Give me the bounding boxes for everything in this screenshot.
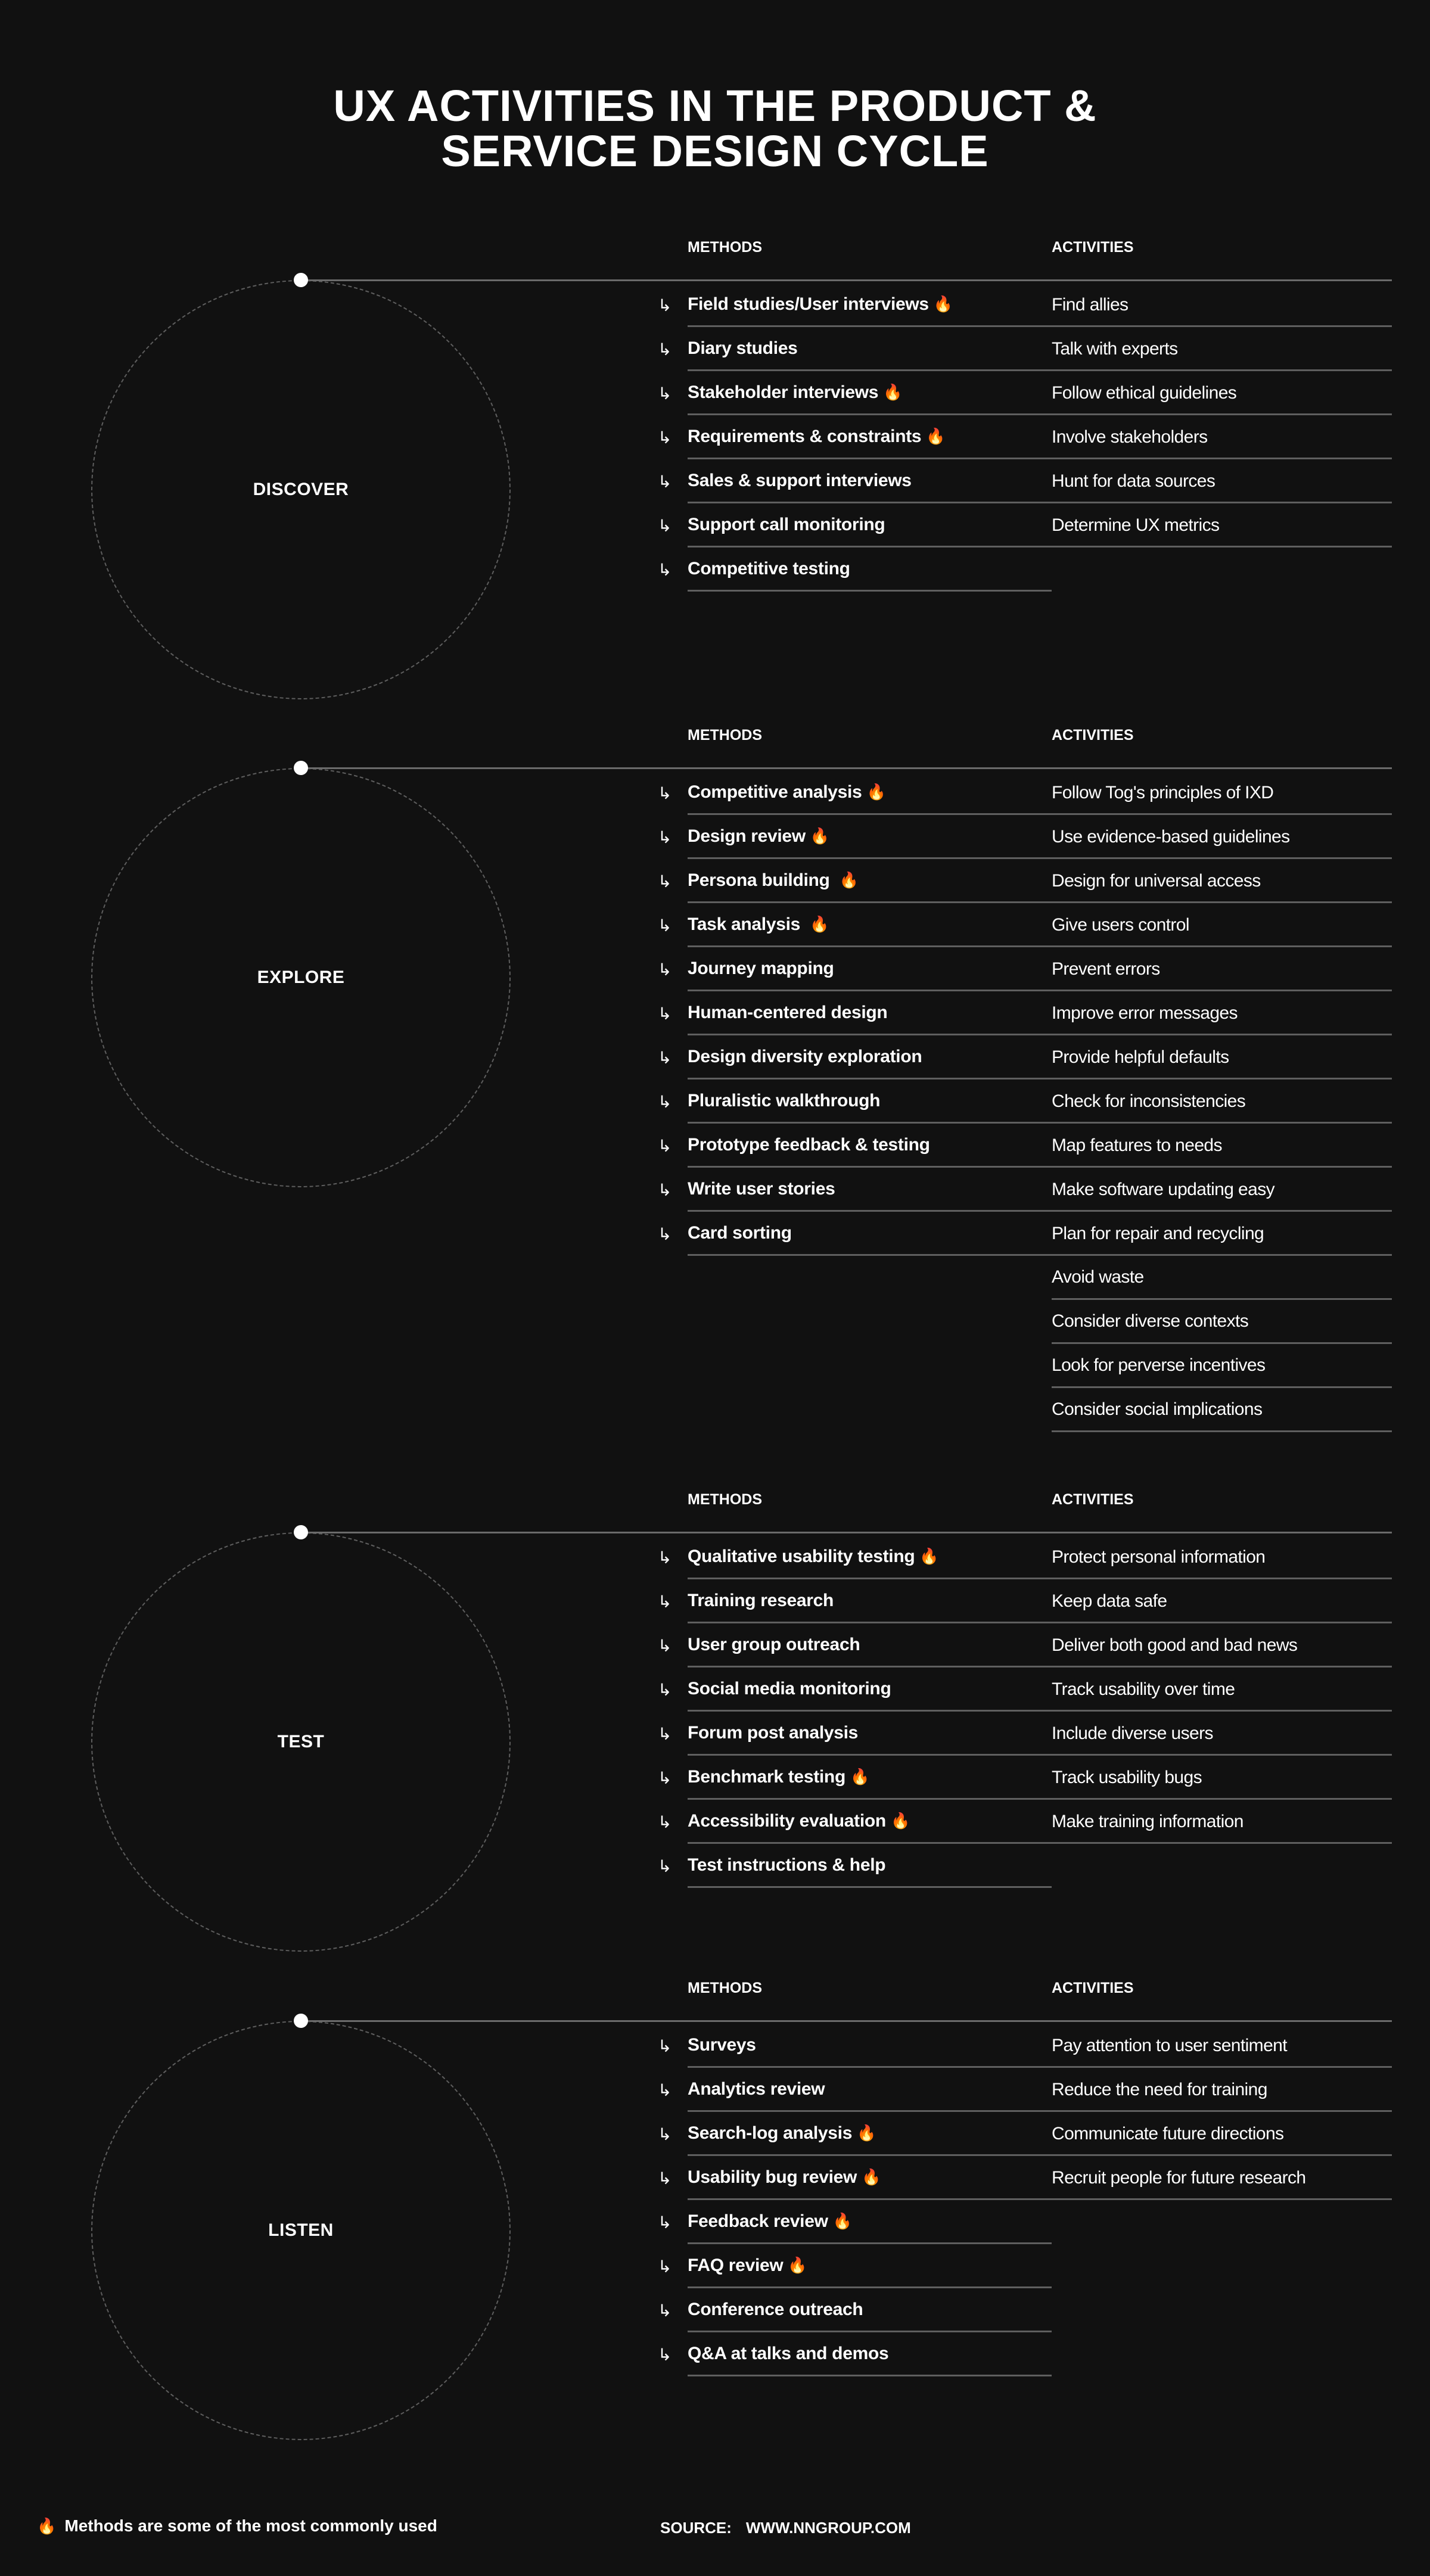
method-label: Accessibility evaluation bbox=[688, 1810, 886, 1831]
method-label: Test instructions & help bbox=[688, 1855, 886, 1875]
method-label: Usability bug review bbox=[688, 2167, 857, 2187]
methods-header: METHODS bbox=[688, 239, 762, 256]
fire-icon: 🔥 bbox=[862, 2168, 881, 2186]
activity-item bbox=[1052, 771, 1392, 815]
activity-label: Track usability bugs bbox=[1052, 1768, 1202, 1787]
activity-item bbox=[1052, 1124, 1392, 1168]
method-item bbox=[688, 2288, 1052, 2332]
activity-label: Follow Tog's principles of IXD bbox=[1052, 783, 1274, 802]
fire-icon: 🔥 bbox=[788, 2256, 807, 2274]
activity-label: Protect personal information bbox=[1052, 1547, 1266, 1567]
activity-label: Map features to needs bbox=[1052, 1135, 1222, 1155]
activity-item bbox=[1052, 371, 1392, 415]
activity-item bbox=[1052, 2156, 1392, 2200]
arrow-icon: ↳ bbox=[658, 1092, 672, 1111]
activity-item bbox=[1052, 1623, 1392, 1667]
source-label: SOURCE: bbox=[660, 2519, 732, 2537]
activity-label: Track usability over time bbox=[1052, 1679, 1235, 1699]
arrow-icon: ↳ bbox=[658, 2301, 672, 2320]
activity-item bbox=[1052, 1212, 1392, 1256]
activity-item bbox=[1052, 1535, 1392, 1579]
activity-label: Consider social implications bbox=[1052, 1399, 1263, 1419]
activity-label: Involve stakeholders bbox=[1052, 427, 1208, 447]
activity-item bbox=[1052, 991, 1392, 1035]
activities-header: ACTIVITIES bbox=[1052, 1491, 1134, 1508]
fire-icon: 🔥 bbox=[890, 1812, 910, 1830]
arrow-icon: ↳ bbox=[658, 1548, 672, 1567]
phase-name: DISCOVER bbox=[253, 480, 349, 499]
activity-item bbox=[1052, 1712, 1392, 1756]
method-label: Forum post analysis bbox=[688, 1722, 859, 1743]
arrow-icon: ↳ bbox=[658, 1680, 672, 1699]
activity-item bbox=[1052, 1800, 1392, 1844]
arrow-icon: ↳ bbox=[658, 384, 672, 403]
fire-icon: 🔥 bbox=[919, 1547, 939, 1565]
method-label: Requirements & constraints bbox=[688, 426, 922, 446]
arrow-icon: ↳ bbox=[658, 2169, 672, 2188]
arrow-icon: ↳ bbox=[658, 1136, 672, 1155]
activity-item bbox=[1052, 903, 1392, 947]
method-item bbox=[688, 547, 1052, 592]
activity-item bbox=[1052, 1168, 1392, 1212]
fire-icon: 🔥 bbox=[839, 871, 859, 889]
method-label: Q&A at talks and demos bbox=[688, 2343, 889, 2363]
activity-label: Look for perverse incentives bbox=[1052, 1355, 1266, 1375]
activity-item bbox=[1052, 1579, 1392, 1623]
activity-item bbox=[1052, 947, 1392, 991]
activity-item bbox=[1052, 1388, 1392, 1432]
activity-label: Check for inconsistencies bbox=[1052, 1091, 1246, 1111]
activity-label: Find allies bbox=[1052, 295, 1129, 315]
activities-header: ACTIVITIES bbox=[1052, 1980, 1134, 1996]
method-label: User group outreach bbox=[688, 1634, 860, 1654]
activity-item bbox=[1052, 283, 1392, 327]
activity-label: Give users control bbox=[1052, 915, 1189, 935]
arrow-icon: ↳ bbox=[658, 2345, 672, 2364]
method-label: Competitive testing bbox=[688, 558, 850, 578]
phase-label bbox=[91, 280, 511, 699]
fire-icon: 🔥 bbox=[926, 427, 946, 445]
activity-label: Make training information bbox=[1052, 1812, 1244, 1831]
arrow-icon: ↳ bbox=[658, 783, 672, 802]
method-label: Write user stories bbox=[688, 1178, 835, 1199]
method-label: Card sorting bbox=[688, 1222, 792, 1243]
activity-item bbox=[1052, 2024, 1392, 2068]
activity-item bbox=[1052, 2112, 1392, 2156]
activity-label: Design for universal access bbox=[1052, 871, 1261, 891]
arrow-icon: ↳ bbox=[658, 2124, 672, 2143]
phase-dot-icon bbox=[294, 2014, 308, 2028]
activity-item bbox=[1052, 1079, 1392, 1124]
arrow-icon: ↳ bbox=[658, 2080, 672, 2099]
method-label: Field studies/User interviews bbox=[688, 294, 929, 314]
activity-item bbox=[1052, 1300, 1392, 1344]
arrow-icon: ↳ bbox=[658, 295, 672, 315]
title-line-1: UX ACTIVITIES IN THE PRODUCT & bbox=[333, 81, 1097, 130]
method-label: Design review bbox=[688, 826, 806, 846]
arrow-icon: ↳ bbox=[658, 428, 672, 447]
arrow-icon: ↳ bbox=[658, 827, 672, 847]
activity-item bbox=[1052, 2068, 1392, 2112]
method-label: Support call monitoring bbox=[688, 514, 885, 534]
method-label: Social media monitoring bbox=[688, 1678, 891, 1698]
activity-label: Deliver both good and bad news bbox=[1052, 1635, 1298, 1655]
arrow-icon: ↳ bbox=[658, 1724, 672, 1743]
method-label: Task analysis bbox=[688, 914, 806, 934]
arrow-icon: ↳ bbox=[658, 1180, 672, 1199]
method-label: Prototype feedback & testing bbox=[688, 1134, 930, 1155]
method-label: Competitive analysis bbox=[688, 782, 862, 802]
header-rule bbox=[301, 279, 1392, 281]
fire-icon: 🔥 bbox=[850, 1768, 870, 1785]
method-label: Benchmark testing bbox=[688, 1766, 845, 1787]
activity-label: Talk with experts bbox=[1052, 339, 1178, 359]
activity-label: Communicate future directions bbox=[1052, 2124, 1284, 2143]
arrow-icon: ↳ bbox=[658, 916, 672, 935]
activity-item bbox=[1052, 459, 1392, 503]
activity-label: Include diverse users bbox=[1052, 1723, 1213, 1743]
method-label: Persona building bbox=[688, 870, 835, 890]
method-label: Analytics review bbox=[688, 2079, 825, 2099]
phase-dot-icon bbox=[294, 1525, 308, 1539]
header-rule bbox=[301, 2020, 1392, 2022]
activity-label: Provide helpful defaults bbox=[1052, 1047, 1229, 1067]
method-item bbox=[688, 2200, 1052, 2244]
arrow-icon: ↳ bbox=[658, 2257, 672, 2276]
methods-header: METHODS bbox=[688, 727, 762, 743]
activity-label: Pay attention to user sentiment bbox=[1052, 2036, 1287, 2055]
fire-icon: 🔥 bbox=[933, 295, 953, 313]
arrow-icon: ↳ bbox=[658, 516, 672, 535]
activity-item bbox=[1052, 503, 1392, 547]
activity-label: Make software updating easy bbox=[1052, 1180, 1275, 1199]
arrow-icon: ↳ bbox=[658, 472, 672, 491]
activity-item bbox=[1052, 1756, 1392, 1800]
method-label: Search-log analysis bbox=[688, 2123, 853, 2143]
activity-label: Keep data safe bbox=[1052, 1591, 1167, 1611]
activity-item bbox=[1052, 1344, 1392, 1388]
arrow-icon: ↳ bbox=[658, 560, 672, 579]
method-label: Sales & support interviews bbox=[688, 470, 912, 490]
method-label: Surveys bbox=[688, 2034, 756, 2055]
arrow-icon: ↳ bbox=[658, 1768, 672, 1787]
footer-source bbox=[660, 2519, 911, 2537]
activity-label: Reduce the need for training bbox=[1052, 2080, 1267, 2099]
header-rule bbox=[301, 767, 1392, 769]
fire-icon: 🔥 bbox=[832, 2212, 853, 2230]
activity-label: Hunt for data sources bbox=[1052, 471, 1216, 491]
activity-label: Recruit people for future research bbox=[1052, 2168, 1306, 2188]
phase-label bbox=[91, 768, 511, 1187]
arrow-icon: ↳ bbox=[658, 1812, 672, 1831]
method-label: Diary studies bbox=[688, 338, 798, 358]
phase-name: LISTEN bbox=[268, 2220, 334, 2240]
phase-dot-icon bbox=[294, 273, 308, 287]
legend-text: Methods are some of the most commonly used bbox=[64, 2516, 437, 2535]
method-label: Feedback review bbox=[688, 2211, 828, 2231]
arrow-icon: ↳ bbox=[658, 872, 672, 891]
arrow-icon: ↳ bbox=[658, 2213, 672, 2232]
methods-header: METHODS bbox=[688, 1980, 762, 1996]
phase-name: TEST bbox=[277, 1732, 325, 1751]
activity-item bbox=[1052, 1035, 1392, 1079]
phase-name: EXPLORE bbox=[257, 967, 345, 987]
phase-label bbox=[91, 2021, 511, 2440]
activity-label: Follow ethical guidelines bbox=[1052, 383, 1237, 403]
title-line-2: SERVICE DESIGN CYCLE bbox=[441, 126, 989, 176]
activities-header: ACTIVITIES bbox=[1052, 239, 1134, 256]
arrow-icon: ↳ bbox=[658, 1224, 672, 1243]
method-label: Training research bbox=[688, 1590, 834, 1610]
activity-label: Determine UX metrics bbox=[1052, 515, 1220, 535]
arrow-icon: ↳ bbox=[658, 960, 672, 979]
method-label: Design diversity exploration bbox=[688, 1046, 922, 1066]
phase-dot-icon bbox=[294, 761, 308, 775]
method-item bbox=[688, 2244, 1052, 2288]
fire-icon: 🔥 bbox=[866, 783, 886, 801]
arrow-icon: ↳ bbox=[658, 1856, 672, 1875]
method-item bbox=[688, 1844, 1052, 1888]
page-title bbox=[0, 83, 1430, 174]
arrow-icon: ↳ bbox=[658, 1048, 672, 1067]
methods-header: METHODS bbox=[688, 1491, 762, 1508]
footer-legend bbox=[37, 2516, 437, 2535]
arrow-icon: ↳ bbox=[658, 2036, 672, 2055]
activity-label: Avoid waste bbox=[1052, 1267, 1144, 1287]
method-label: Qualitative usability testing bbox=[688, 1546, 915, 1566]
activity-item bbox=[1052, 859, 1392, 903]
method-label: FAQ review bbox=[688, 2255, 784, 2275]
source-link[interactable]: WWW.NNGROUP.COM bbox=[745, 2519, 911, 2537]
activity-label: Improve error messages bbox=[1052, 1003, 1238, 1023]
arrow-icon: ↳ bbox=[658, 340, 672, 359]
activity-item bbox=[1052, 1667, 1392, 1712]
activities-header: ACTIVITIES bbox=[1052, 727, 1134, 743]
phase-label bbox=[91, 1532, 511, 1952]
arrow-icon: ↳ bbox=[658, 1592, 672, 1611]
header-rule bbox=[301, 1532, 1392, 1533]
method-item bbox=[688, 2332, 1052, 2376]
method-label: Stakeholder interviews bbox=[688, 382, 879, 402]
fire-icon: 🔥 bbox=[810, 915, 829, 933]
fire-icon: 🔥 bbox=[883, 383, 903, 401]
activity-label: Use evidence-based guidelines bbox=[1052, 827, 1290, 847]
activity-item bbox=[1052, 1256, 1392, 1300]
fire-icon: 🔥 bbox=[857, 2124, 876, 2142]
activity-label: Plan for repair and recycling bbox=[1052, 1224, 1264, 1243]
activity-item bbox=[1052, 327, 1392, 371]
arrow-icon: ↳ bbox=[658, 1636, 672, 1655]
method-label: Pluralistic walkthrough bbox=[688, 1090, 881, 1110]
method-label: Human-centered design bbox=[688, 1002, 888, 1022]
activity-item bbox=[1052, 815, 1392, 859]
method-label: Journey mapping bbox=[688, 958, 834, 978]
activity-label: Consider diverse contexts bbox=[1052, 1311, 1249, 1331]
activity-item bbox=[1052, 415, 1392, 459]
fire-icon: 🔥 bbox=[810, 827, 830, 845]
arrow-icon: ↳ bbox=[658, 1004, 672, 1023]
activity-label: Prevent errors bbox=[1052, 959, 1160, 979]
fire-icon: 🔥 bbox=[37, 2516, 57, 2535]
method-label: Conference outreach bbox=[688, 2299, 863, 2319]
